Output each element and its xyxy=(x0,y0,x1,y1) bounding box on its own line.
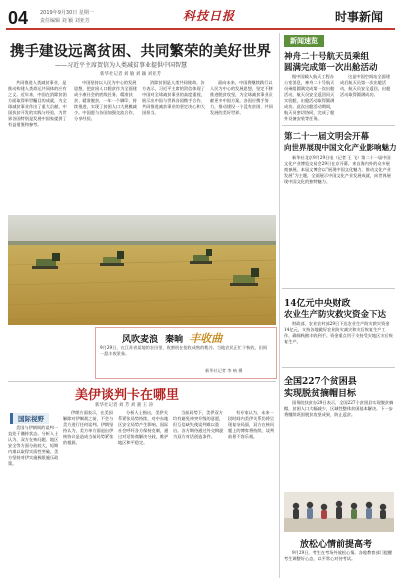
lead-col3-text: 消除贫困是人类共同使命。各方表示，习近平主席的贺信体现了中国对全球减贫事业的高度重视，展示出中国与世界各国携手合作、共同推进减贫事业的坚定决心和大国担当。 xyxy=(142,80,205,115)
column-divider xyxy=(279,33,280,578)
date-line: 2019年9月30日 星期一 xyxy=(40,10,94,16)
lead-column-3 xyxy=(142,80,206,212)
lower-column-5 xyxy=(228,410,276,575)
lower-byline: 新华社记者 刘 芳 刘 骏 王 涛 xyxy=(95,403,154,408)
right-top-body-2 xyxy=(340,74,394,122)
right-third-title-1: 14亿元中央财政 xyxy=(284,299,351,309)
lower-column-3 xyxy=(118,410,170,575)
news-briefs-badge: 新闻速览 xyxy=(284,35,324,47)
international-badge: 国际视野 xyxy=(10,413,49,424)
caption-title-b: 秦晌 xyxy=(165,335,184,345)
bottom-right-title: 放松心情前提高考 xyxy=(300,540,373,550)
photo-caption-text: 9月29日，在江苏省某地的农田里，收割机在抢收成熟的稻谷。当地农民正忙于秋收，田间一派丰收景象。 xyxy=(100,345,268,356)
lead-col4-text: 面向未来，中国将继续践行以人民为中心的发展思想，坚定不移推进脱贫攻坚，为全球减贫事业贡献更多中国方案。各国应携手努力，推动建设一个没有贫困、共同发展的美好世界。 xyxy=(210,80,273,115)
lead-column-2 xyxy=(74,80,138,212)
lead-byline: 新华社记者 刘 敏 刘 颖 刘亚芳 xyxy=(100,72,162,77)
exam-photo xyxy=(284,492,394,532)
lead-column-4 xyxy=(210,80,274,212)
lower-col1-text: 美国与伊朗间的谈判一直处于僵持状态。分析人士认为，双方在核问题、地区安全等方面分歧较大，短期内难以取得实质性突破。美方坚持对伊实施极限施压政策。 xyxy=(8,425,59,466)
edition-line: 责任编辑 刘 颖 刘亚芳 xyxy=(40,18,90,24)
right-top-title-1: 神舟二十号航天员乘组 xyxy=(284,52,370,62)
lower-col2-text: 伊朗方面表示，在美国解除对伊制裁之前，不会与美方进行任何谈判。伊朗坚持认为，美方单方面退出伊核协议是造成当前局势紧张的根源。 xyxy=(63,410,114,445)
bottom-right-text: 9月29日，考生在考场外放松心情。各地教育部门提醒考生调整好心态，以平常心对待考试。 xyxy=(284,550,393,561)
right-third-title-2: 农业生产防灾救灾资金下达 xyxy=(284,310,387,320)
right-top-text: 据中国载人航天工程办公室消息，神舟二十号航天员乘组圆满完成第一次出舱活动，航天员安全返回问天实验舱，出舱活动取得圆满成功。此次出舱活动期间，航天员密切协同，完成了舱外设备安装等任务。 xyxy=(284,74,335,121)
lower-col3-text: 分析人士指出，美伊关系紧张局势持续，对中东地区安全局势产生影响。国际社会呼吁各方保持克制，通过对话协商解决分歧，维护地区和平稳定。 xyxy=(118,410,169,445)
lower-column-4 xyxy=(173,410,225,575)
photo-credit: 新华社记者 李 响 摄 xyxy=(205,368,243,373)
right-fourth-body xyxy=(284,400,394,490)
right-top-title-2: 圆满完成第一次出舱活动 xyxy=(284,63,378,73)
right-mid-body xyxy=(284,155,394,285)
lead-column-1 xyxy=(8,80,70,212)
right-divider-2 xyxy=(282,288,395,289)
students-illustration xyxy=(284,492,394,532)
right-fourth-title-2: 实现脱贫摘帽目标 xyxy=(284,389,357,399)
lead-subtitle: ——习近平主席贺信为人类减贫事业提供中国智慧 xyxy=(55,62,188,69)
lower-headline: 美伊谈判卡在哪里 xyxy=(75,388,180,403)
right-mid-title-1: 第二十一届文明会开幕 xyxy=(284,132,370,142)
masthead-rule xyxy=(6,28,395,30)
section-title: 时事新闻 xyxy=(335,10,384,24)
harvest-photo xyxy=(8,215,276,325)
right-mid-title-2: 向世界展现中国文化产业影响魅力 xyxy=(284,143,397,152)
right-top-body xyxy=(284,74,336,122)
lower-col5-text: 有专家认为，未来一段时间内美伊关系仍将呈现复杂局面，双方在核问题上的博弈将持续，谈判前景不容乐观。 xyxy=(228,410,275,439)
lower-divider xyxy=(8,381,276,382)
right-top-text-2: 这是中国空间站全面建成后航天员第一次出舱活动，航天员安全返回，出舱活动取得圆满成功。 xyxy=(340,74,391,97)
newspaper-logo: 科技日报 xyxy=(183,9,236,23)
bottom-right-body xyxy=(284,550,394,580)
caption-title-a: 风吹麦浪 xyxy=(122,335,159,345)
right-divider-3 xyxy=(282,367,395,368)
right-divider-1 xyxy=(282,125,395,126)
right-mid-text: 新华社北京9月29日电（记者 王 飞）第二十一届中国文化产业博览交易会29日在京开幕，来自海内外的众多展商参展。本届文博会以“展现中国文化魅力、推动文化产业发展”为主题，全面展示中国文化产业发展成就，向世界展现中国文化的独特魅力。 xyxy=(284,155,391,184)
right-fourth-text: 国务院扶贫办29日表示，全国227个贫困县实现脱贫摘帽，贫困人口大幅减少，区域性整体贫困基本解决。下一步将继续巩固脱贫攻坚成果，防止返贫。 xyxy=(284,400,394,417)
caption-title-c: 丰收曲 xyxy=(189,332,223,345)
right-third-text: 财政部、农业农村部29日下达农业生产防灾救灾资金14亿元，支持各地做好农业防灾减灾和灾后恢复生产工作，确保秋粮丰收到手。资金重点用于支持受灾地区灾后恢复生产。 xyxy=(284,321,393,344)
harvest-field-illustration xyxy=(8,215,276,325)
page-number: 04 xyxy=(8,8,29,28)
lower-col4-text: 当前局势下，美伊双方均有避免冲突升级的意愿，但互信缺失使谈判难以重启。各方期待通过外交斡旋为双方对话创造条件。 xyxy=(173,410,224,439)
lead-col1-text: 共同推进人类减贫事业，是推动构建人类命运共同体的应有之义。近年来，中国在消除贫困方面取得举世瞩目的成就，为全球减贫事业作出了重大贡献。中国扶贫开发的实践与经验，为世界各国特别是发展中国家提供了有益借鉴和参考。 xyxy=(8,80,67,127)
right-fourth-title-1: 全国227个贫困县 xyxy=(284,377,357,387)
right-third-body xyxy=(284,321,394,365)
lead-headline: 携手建设远离贫困、共同繁荣的美好世界 xyxy=(10,43,271,60)
lower-column-1 xyxy=(8,425,60,575)
photo-caption-title xyxy=(122,330,222,346)
lead-col2-text: 中国坚持以人民为中心的发展思想，把贫困人口脱贫作为全面建成小康社会的底线任务，精准扶贫、精准脱贫，一年一个脚印，持续推进，实现了贫困人口大规模减少。中国愿与各国加强交流合作，分享经验。 xyxy=(74,80,137,121)
lower-column-2 xyxy=(63,410,115,575)
